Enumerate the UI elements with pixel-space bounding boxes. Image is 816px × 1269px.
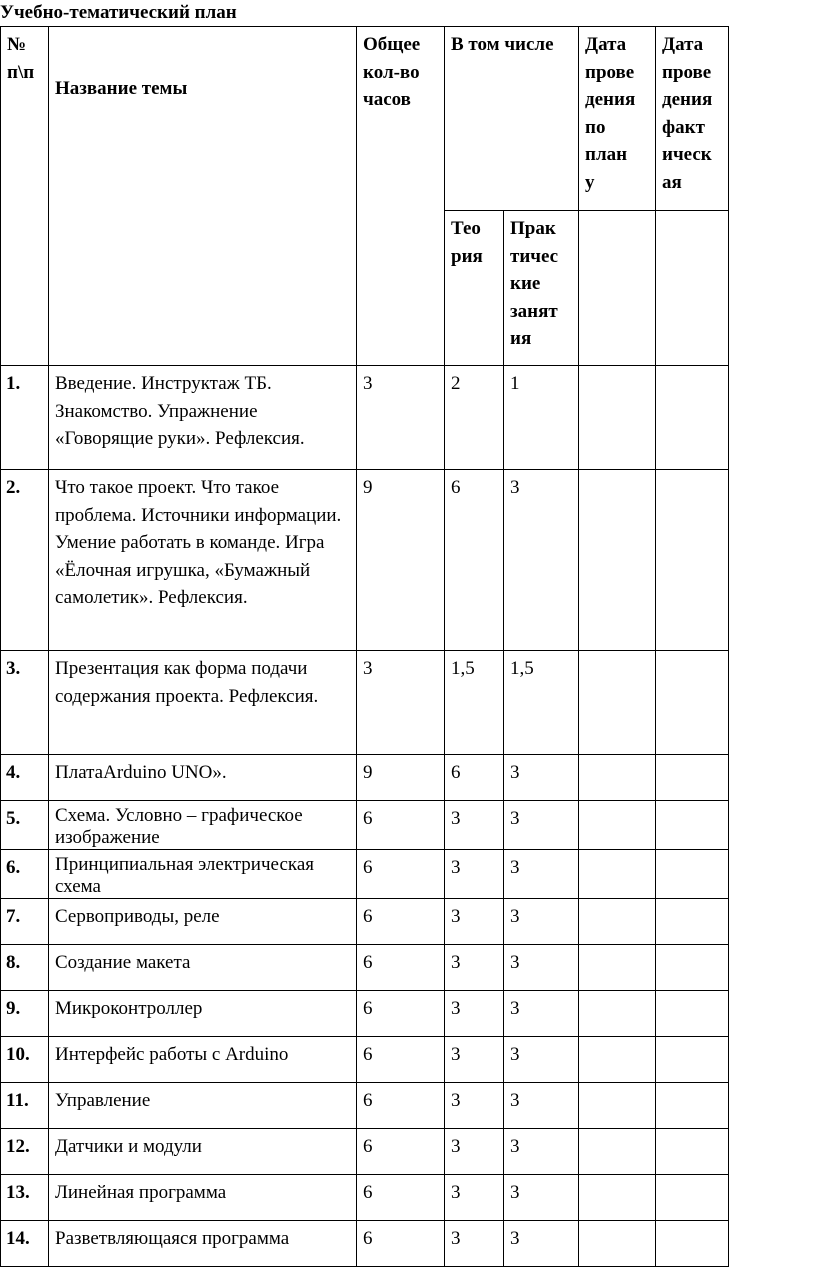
row-total-hours: 9 <box>357 470 445 651</box>
table-row <box>1 755 729 801</box>
header-theory-line: Тео <box>451 218 481 239</box>
table-row <box>1 899 729 945</box>
header-practice-line: кие <box>510 273 541 294</box>
row-theory-hours: 2 <box>445 366 504 470</box>
row-date-fact <box>656 850 729 899</box>
row-theory-hours: 3 <box>445 1175 504 1221</box>
header-date-fact <box>656 27 729 211</box>
table-row <box>1 945 729 991</box>
table-row <box>1 991 729 1037</box>
row-theory-hours: 3 <box>445 1037 504 1083</box>
row-date-plan <box>579 1221 656 1267</box>
row-topic: Что такое проект. Что такое проблема. Источники информации. Умение работать в команде. Игра «Ёлочная игрушка, «Бумажный самолетик». Рефлексия. <box>49 470 357 651</box>
row-total-hours: 3 <box>357 651 445 755</box>
row-number: 7. <box>1 899 49 945</box>
header-fact-line: ическ <box>662 144 712 165</box>
row-number: 13. <box>1 1175 49 1221</box>
row-date-fact <box>656 991 729 1037</box>
row-date-plan <box>579 991 656 1037</box>
row-date-plan <box>579 801 656 850</box>
header-total-line: кол-во <box>363 61 420 83</box>
row-practice-hours: 3 <box>504 991 579 1037</box>
row-total-hours: 6 <box>357 899 445 945</box>
row-total-hours: 3 <box>357 366 445 470</box>
row-number: 8. <box>1 945 49 991</box>
header-fact-line: Дата <box>662 34 704 55</box>
row-date-fact <box>656 470 729 651</box>
row-number: 4. <box>1 755 49 801</box>
row-topic: Микроконтроллер <box>49 991 357 1037</box>
header-practice-line: занят <box>510 300 558 322</box>
row-date-fact <box>656 801 729 850</box>
row-date-fact <box>656 899 729 945</box>
row-topic: Разветвляющаяся программа <box>49 1221 357 1267</box>
header-fact-line: ая <box>662 171 682 193</box>
header-total-line: часов <box>363 89 411 110</box>
header-practice-line: тичес <box>510 245 559 267</box>
header-plan-line: дения <box>585 89 636 110</box>
row-number: 11. <box>1 1083 49 1129</box>
header-date-plan <box>579 27 656 211</box>
row-number: 5. <box>1 801 49 850</box>
row-number: 10. <box>1 1037 49 1083</box>
header-topic <box>49 27 357 366</box>
table-row <box>1 1175 729 1221</box>
header-practice-line: ия <box>510 328 532 349</box>
row-topic: Линейная программа <box>49 1175 357 1221</box>
table-row <box>1 1221 729 1267</box>
empty-cell <box>579 211 656 366</box>
row-practice-hours: 3 <box>504 1129 579 1175</box>
row-date-plan <box>579 945 656 991</box>
row-date-plan <box>579 1129 656 1175</box>
header-practice <box>504 211 579 366</box>
row-topic: Интерфейс работы с Arduino <box>49 1037 357 1083</box>
row-total-hours: 6 <box>357 1083 445 1129</box>
row-topic: ПлатаArduino UNO». <box>49 755 357 801</box>
header-total <box>357 27 445 366</box>
empty-cell <box>656 211 729 366</box>
row-topic: Презентация как форма подачи содержания проекта. Рефлексия. <box>49 651 357 755</box>
row-practice-hours: 3 <box>504 801 579 850</box>
row-practice-hours: 3 <box>504 1083 579 1129</box>
row-date-plan <box>579 1037 656 1083</box>
row-total-hours: 6 <box>357 991 445 1037</box>
table-row <box>1 1083 729 1129</box>
row-practice-hours: 3 <box>504 899 579 945</box>
thematic-plan-table <box>0 26 729 1267</box>
row-total-hours: 6 <box>357 1037 445 1083</box>
row-theory-hours: 3 <box>445 1221 504 1267</box>
row-number: 14. <box>1 1221 49 1267</box>
header-including <box>445 27 579 211</box>
header-practice-line: Прак <box>510 218 556 239</box>
header-fact-line: факт <box>662 116 705 138</box>
header-num-line: № <box>7 34 27 55</box>
row-date-fact <box>656 1037 729 1083</box>
row-total-hours: 6 <box>357 1175 445 1221</box>
row-practice-hours: 3 <box>504 470 579 651</box>
row-total-hours: 6 <box>357 945 445 991</box>
row-number: 2. <box>1 470 49 651</box>
header-fact-line: прове <box>662 61 712 83</box>
header-theory <box>445 211 504 366</box>
row-theory-hours: 6 <box>445 470 504 651</box>
table-row <box>1 651 729 755</box>
row-number: 6. <box>1 850 49 899</box>
row-number: 1. <box>1 366 49 470</box>
header-plan-line: прове <box>585 61 635 83</box>
header-plan-line: Дата <box>585 34 627 55</box>
table-row <box>1 801 729 850</box>
row-date-plan <box>579 1175 656 1221</box>
row-topic: Схема. Условно – графическое изображение <box>49 801 357 850</box>
row-date-plan <box>579 651 656 755</box>
row-practice-hours: 3 <box>504 755 579 801</box>
row-theory-hours: 3 <box>445 991 504 1037</box>
header-plan-line: план <box>585 144 628 165</box>
row-date-plan <box>579 755 656 801</box>
header-including-label: В том числе <box>451 34 554 55</box>
header-num-line: п\п <box>7 61 35 83</box>
header-topic-label: Название темы <box>55 78 188 99</box>
table-row <box>1 850 729 899</box>
row-theory-hours: 3 <box>445 1083 504 1129</box>
row-date-fact <box>656 755 729 801</box>
row-topic: Принципиальная электрическая схема <box>49 850 357 899</box>
row-date-fact <box>656 945 729 991</box>
row-practice-hours: 3 <box>504 850 579 899</box>
row-practice-hours: 3 <box>504 1175 579 1221</box>
row-theory-hours: 1,5 <box>445 651 504 755</box>
header-num <box>1 27 49 366</box>
row-practice-hours: 3 <box>504 1037 579 1083</box>
row-date-fact <box>656 1083 729 1129</box>
table-row <box>1 1129 729 1175</box>
row-date-fact <box>656 1175 729 1221</box>
row-date-plan <box>579 850 656 899</box>
row-topic: Создание макета <box>49 945 357 991</box>
table-row <box>1 1037 729 1083</box>
row-theory-hours: 3 <box>445 899 504 945</box>
row-practice-hours: 1 <box>504 366 579 470</box>
row-total-hours: 9 <box>357 755 445 801</box>
row-practice-hours: 1,5 <box>504 651 579 755</box>
row-date-plan <box>579 470 656 651</box>
row-date-plan <box>579 1083 656 1129</box>
row-theory-hours: 3 <box>445 850 504 899</box>
header-theory-line: рия <box>451 245 483 267</box>
row-date-fact <box>656 1129 729 1175</box>
row-number: 3. <box>1 651 49 755</box>
row-total-hours: 6 <box>357 850 445 899</box>
row-date-fact <box>656 651 729 755</box>
row-topic: Сервоприводы, реле <box>49 899 357 945</box>
row-practice-hours: 3 <box>504 1221 579 1267</box>
table-row <box>1 470 729 651</box>
row-total-hours: 6 <box>357 1221 445 1267</box>
row-number: 9. <box>1 991 49 1037</box>
row-theory-hours: 6 <box>445 755 504 801</box>
header-total-line: Общее <box>363 34 421 55</box>
row-theory-hours: 3 <box>445 1129 504 1175</box>
row-topic: Датчики и модули <box>49 1129 357 1175</box>
row-topic: Введение. Инструктаж ТБ. Знакомство. Упражнение «Говорящие руки». Рефлексия. <box>49 366 357 470</box>
row-total-hours: 6 <box>357 1129 445 1175</box>
row-practice-hours: 3 <box>504 945 579 991</box>
row-total-hours: 6 <box>357 801 445 850</box>
table-row <box>1 366 729 470</box>
header-row <box>1 27 729 211</box>
row-theory-hours: 3 <box>445 945 504 991</box>
row-date-plan <box>579 366 656 470</box>
header-plan-line: по <box>585 116 606 138</box>
row-theory-hours: 3 <box>445 801 504 850</box>
row-date-fact <box>656 1221 729 1267</box>
row-date-fact <box>656 366 729 470</box>
page-title: Учебно-тематический план <box>0 2 237 23</box>
row-topic: Управление <box>49 1083 357 1129</box>
header-plan-line: у <box>585 171 595 193</box>
row-number: 12. <box>1 1129 49 1175</box>
header-fact-line: дения <box>662 89 713 110</box>
row-date-plan <box>579 899 656 945</box>
